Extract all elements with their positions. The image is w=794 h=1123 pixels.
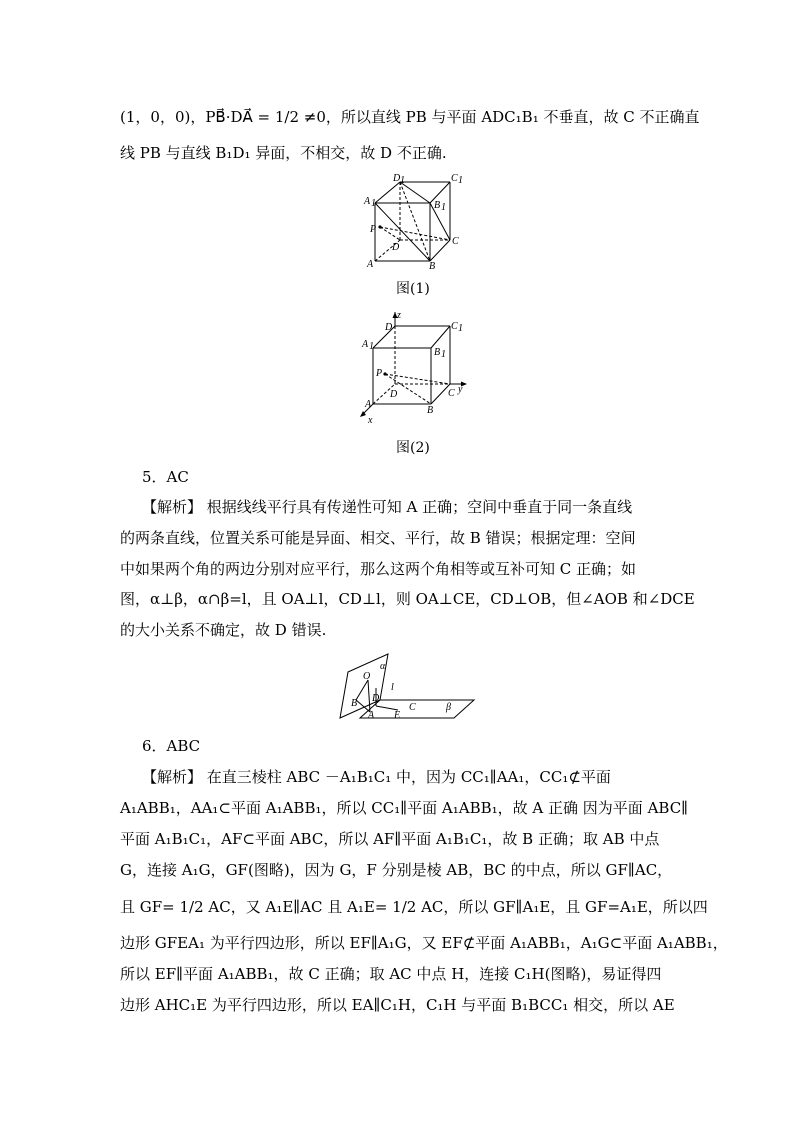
svg-text:1: 1 <box>458 323 463 334</box>
svg-text:A: A <box>364 196 371 207</box>
svg-text:A: A <box>362 339 369 350</box>
svg-text:C: C <box>448 388 455 399</box>
svg-text:A: A <box>368 710 375 721</box>
planes-figure <box>338 652 478 722</box>
solution-5-line-3: 中如果两个角的两边分别对应平行，那么这两个角相等或互补可知 C 正确；如 <box>120 560 637 578</box>
svg-text:1: 1 <box>441 202 446 213</box>
figure-2-caption: 图(2) <box>396 440 430 456</box>
svg-text:P: P <box>370 224 377 235</box>
svg-text:D: D <box>385 322 393 333</box>
cube-figure-2 <box>355 312 475 424</box>
svg-text:D: D <box>390 389 398 400</box>
solution-5-line-5: 的大小关系不确定，故 D 错误. <box>120 621 327 639</box>
svg-text:O: O <box>363 671 371 682</box>
svg-text:D: D <box>392 242 400 253</box>
cube-figure-1 <box>360 172 465 270</box>
svg-text:1: 1 <box>441 349 446 360</box>
solution-5-line-4: 图，α⊥β，α∩β=l，且 OA⊥l，CD⊥l，则 OA⊥CE，CD⊥OB，但∠AOB 和∠DCE <box>120 590 695 608</box>
figure-1-caption: 图(1) <box>396 281 430 297</box>
solution-5-line-1: 【解析】 根据线线平行具有传递性可知 A 正确；空间中垂直于同一条直线 <box>142 498 633 516</box>
svg-text:l: l <box>391 682 394 693</box>
solution-6-line-4: G，连接 A₁G，GF(图略)，因为 G，F 分别是棱 AB，BC 的中点，所以 GF∥AC， <box>120 861 673 879</box>
svg-text:y: y <box>458 384 463 395</box>
solution-6-line-8: 边形 AHC₁E 为平行四边形，所以 EA∥C₁H，C₁H 与平面 B₁BCC₁ 相交，所以 AE <box>120 996 675 1014</box>
svg-text:1: 1 <box>369 341 374 352</box>
svg-text:D: D <box>372 693 380 704</box>
svg-text:B: B <box>434 347 441 358</box>
svg-text:B: B <box>434 200 441 211</box>
svg-text:x: x <box>368 415 373 424</box>
solution-6-line-5: 且 GF= 1/2 AC，又 A₁E∥AC 且 A₁E= 1/2 AC，所以 GF∥A₁E，且 GF=A₁E，所以四 <box>120 898 708 916</box>
solution-6-line-7: 所以 EF∥平面 A₁ABB₁，故 C 正确；取 AC 中点 H，连接 C₁H(图略)，易证得四 <box>120 965 662 983</box>
svg-text:1: 1 <box>371 198 376 209</box>
text-line-1: (1，0，0)，PB⃗·DA⃗ = 1/2 ≠0，所以直线 PB 与平面 ADC₁B₁ 不垂直，故 C 不正确直 <box>120 108 700 126</box>
answer-5: 5．AC <box>142 468 189 486</box>
solution-6-line-2: A₁ABB₁，AA₁⊂平面 A₁ABB₁，所以 CC₁∥平面 A₁ABB₁，故 A 正确 因为平面 ABC∥ <box>120 799 689 817</box>
svg-text:P: P <box>376 368 383 379</box>
svg-text:D: D <box>393 173 401 184</box>
svg-text:B: B <box>427 405 434 416</box>
svg-text:C: C <box>452 236 459 247</box>
svg-text:α: α <box>380 661 386 672</box>
solution-6-line-1: 【解析】 在直三棱柱 ABC －A₁B₁C₁ 中，因为 CC₁∥AA₁，CC₁⊄平面 <box>142 768 611 786</box>
svg-text:A: A <box>367 259 374 270</box>
svg-text:C: C <box>451 173 458 184</box>
text-line-2: 线 PB 与直线 B₁D₁ 异面，不相交，故 D 不正确. <box>120 144 447 162</box>
svg-text:β: β <box>446 702 451 713</box>
svg-text:1: 1 <box>458 175 463 186</box>
solution-6-line-6: 边形 GFEA₁ 为平行四边形，所以 EF∥A₁G，又 EF⊄平面 A₁ABB₁，A₁G⊂平面 A₁ABB₁， <box>120 934 728 952</box>
svg-text:B: B <box>351 698 358 709</box>
svg-text:E: E <box>394 710 401 721</box>
answer-6: 6．ABC <box>142 737 201 755</box>
solution-5-line-2: 的两条直线，位置关系可能是异面、相交、平行，故 B 错误；根据定理：空间 <box>120 529 636 547</box>
svg-text:B: B <box>429 261 436 270</box>
svg-text:C: C <box>451 321 458 332</box>
solution-6-line-3: 平面 A₁B₁C₁，AF⊂平面 ABC，所以 AF∥平面 A₁B₁C₁，故 B 正确；取 AB 中点 <box>120 830 660 848</box>
svg-text:1: 1 <box>400 175 405 186</box>
svg-text:C: C <box>409 702 416 713</box>
svg-text:z: z <box>397 312 401 321</box>
svg-text:A: A <box>365 399 372 410</box>
